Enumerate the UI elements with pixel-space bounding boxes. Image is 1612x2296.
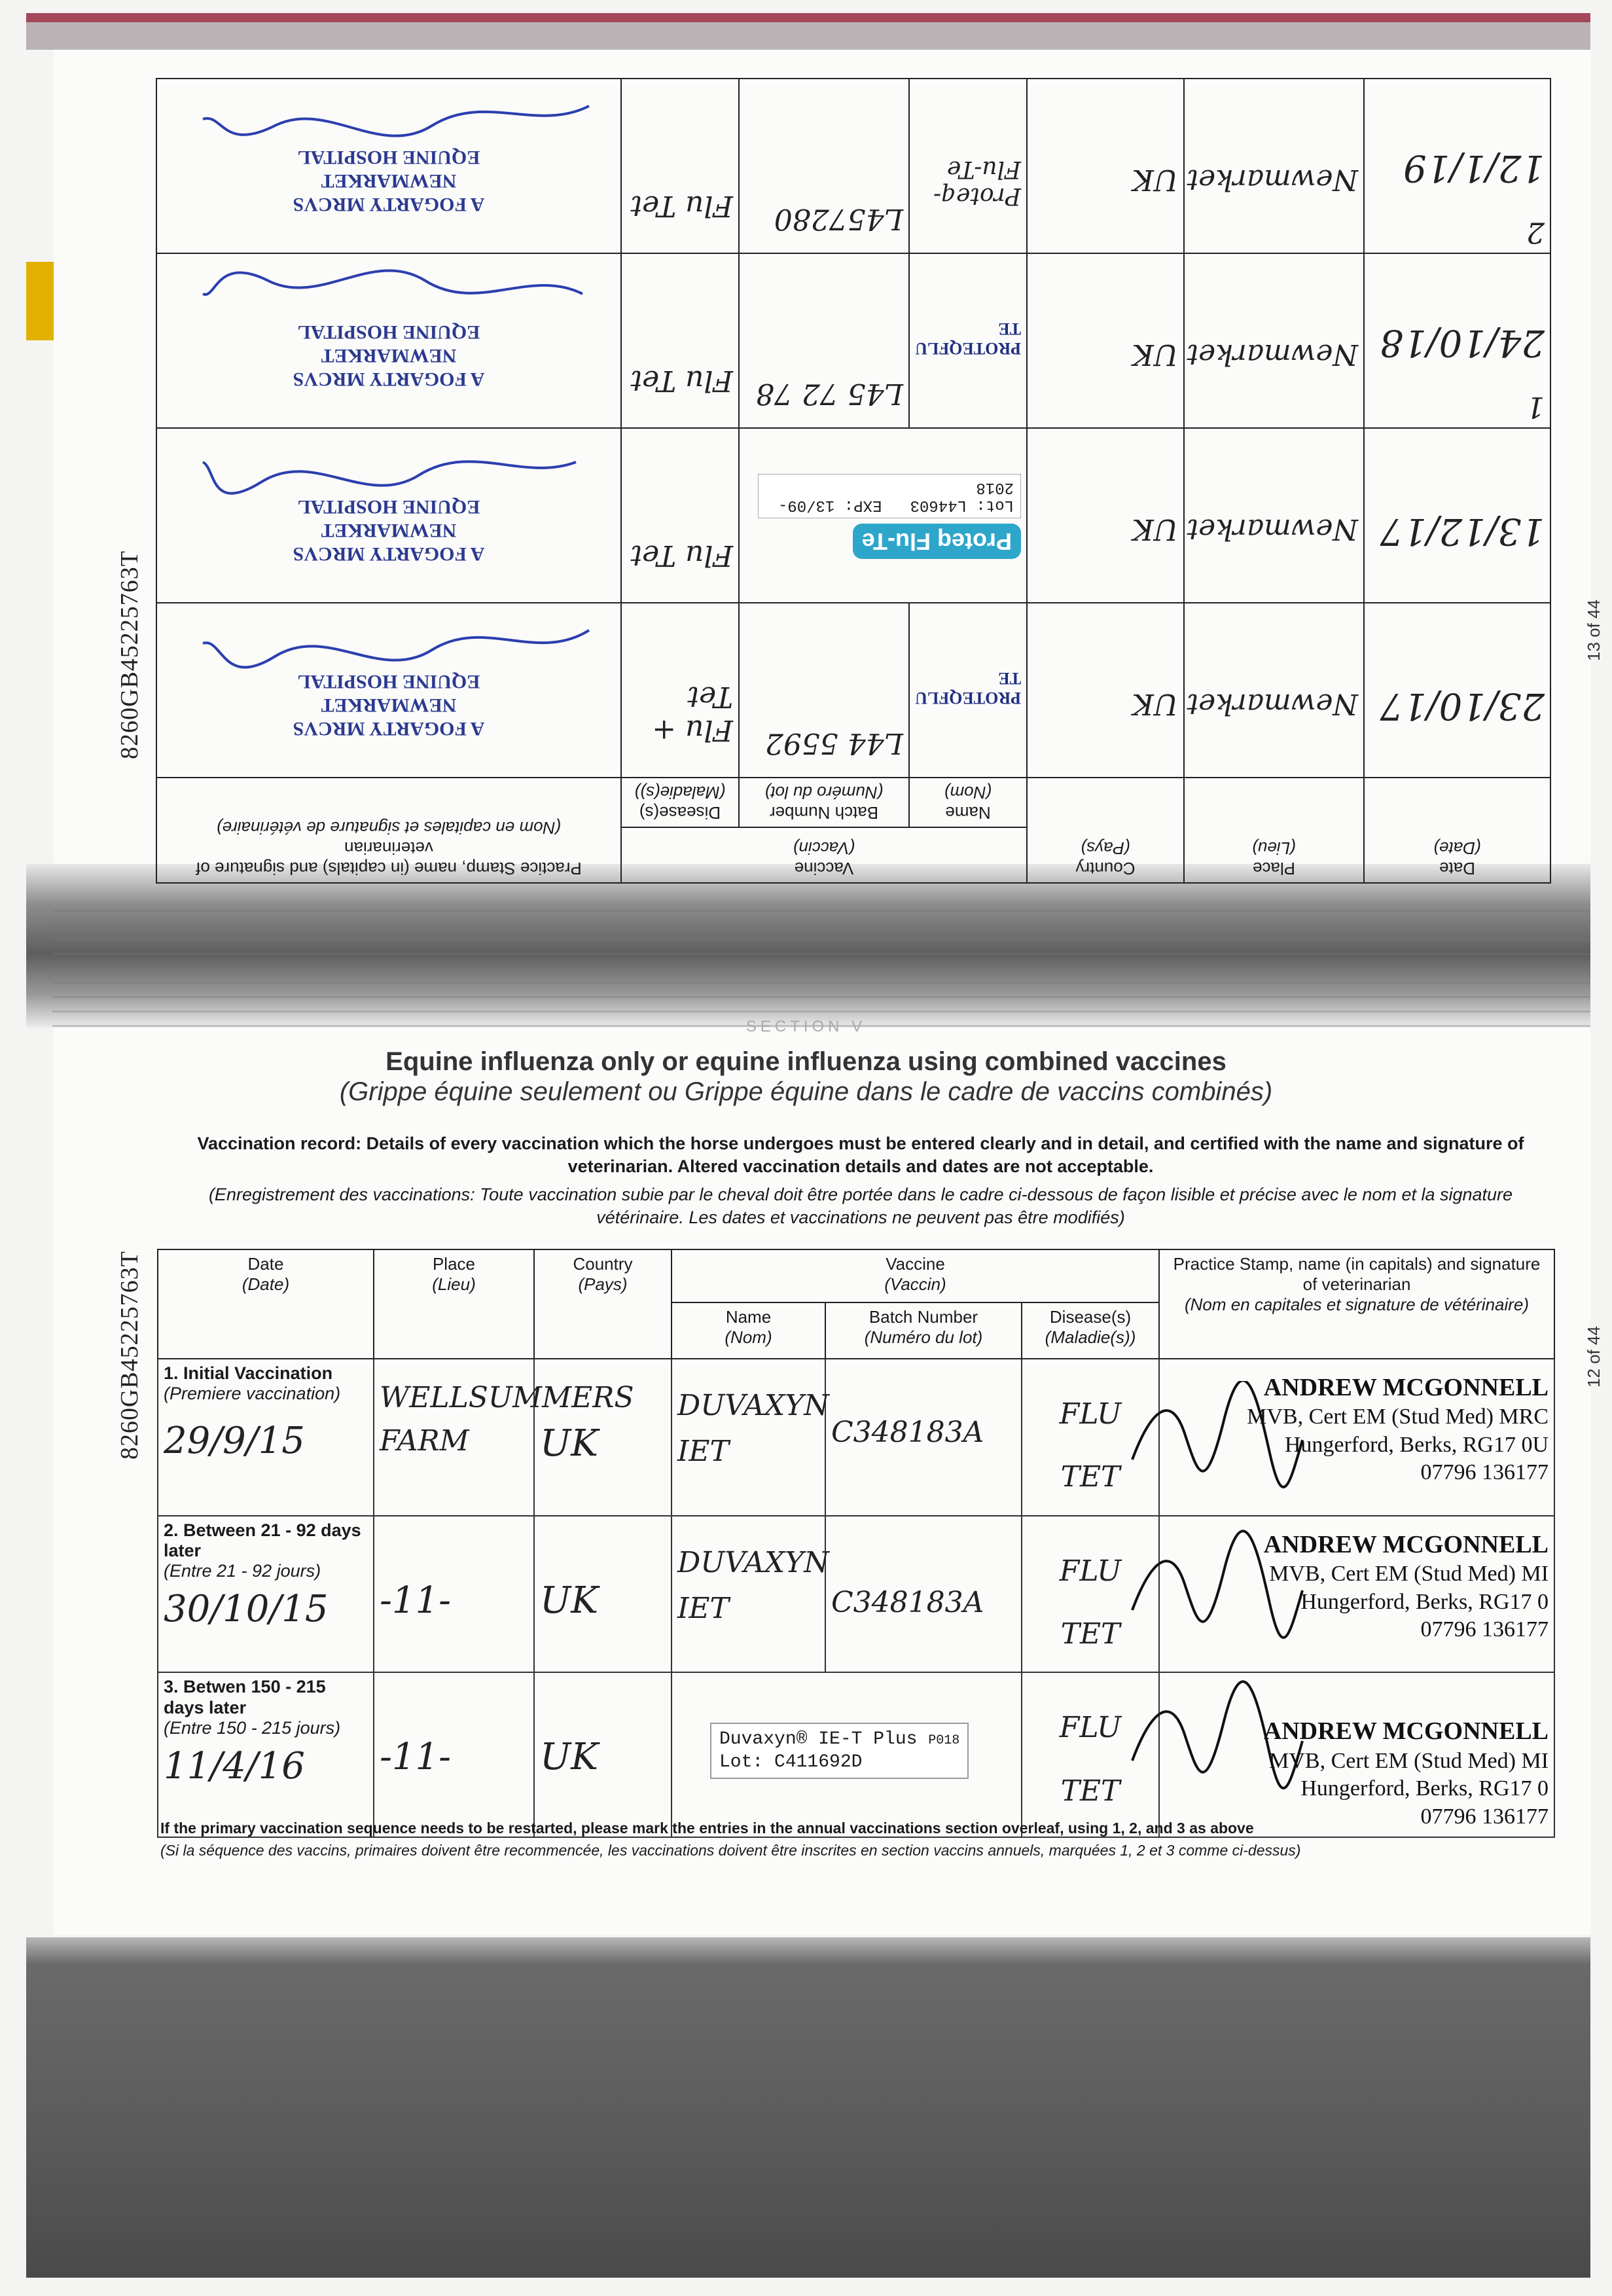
bleed-through-text <box>52 910 1590 1028</box>
date-cell: 2. Between 21 - 92 days later (Entre 21 - 92 jours) 30/10/15 <box>158 1516 374 1673</box>
diseases-cell: FLU TET <box>1022 1672 1159 1837</box>
country-cell: UK <box>1027 428 1184 603</box>
restart-footnote-fr: (Si la séquence des vaccins, primaires doivent être recommencée, les vaccinations doivent être inscrites en section vaccins annuels, marquées 1, 2 et 3 comme ci-dessus) <box>160 1842 1301 1859</box>
header-country: Country (Pays) <box>534 1249 672 1359</box>
diseases-cell: FLU TET <box>1022 1516 1159 1673</box>
primary-vaccination-table <box>157 1249 1554 1838</box>
place-cell: Newmarket <box>1184 428 1364 603</box>
table-row <box>156 428 1550 603</box>
vaccine-name-cell: Proteq-Flu-Te <box>909 79 1027 253</box>
stamp-cell: ANDREW MCGONNELL MVB, Cert EM (Stud Med) MRC Hungerford, Berks, RG17 0U 07796 136177 <box>1159 1359 1554 1516</box>
vaccine-sticker-cell <box>739 428 1027 603</box>
table-row <box>158 1516 1554 1673</box>
country-cell: UK <box>1027 253 1184 428</box>
header-name: Name (Nom) <box>672 1302 825 1359</box>
table-row <box>158 1672 1554 1837</box>
section-label: SECTION V <box>745 1018 867 1035</box>
row-index-mark: 2 <box>1526 215 1545 249</box>
lower-page-number: 12 of 44 <box>1584 1326 1603 1388</box>
vaccine-name-cell: PROTEQFLU TE <box>909 603 1027 778</box>
signature-2 <box>1132 1531 1302 1638</box>
place-cell: Newmarket <box>1184 603 1364 778</box>
date-cell: 1 24/10/18 <box>1364 253 1550 428</box>
vaccination-record-instructions: Vaccination record: Details of every vaccination which the horse undergoes must be entered clearly and in detail, and certified with the name and signature of veterinarian. Altered vaccination details and dates are not acceptable. <box>197 1134 1524 1177</box>
batch-cell: C348183A <box>825 1516 1022 1673</box>
place-cell: WELLSUMMERS FARM <box>374 1359 534 1516</box>
header-batch: Batch Number (Numéro du lot) <box>739 778 909 827</box>
vet-signature <box>196 261 615 320</box>
header-batch: Batch Number (Numéro du lot) <box>825 1302 1022 1359</box>
header-stamp: Practice Stamp, name (in capitals) and signature of veterinarian (Nom en capitales et signature de vétérinaire) <box>1159 1249 1554 1359</box>
header-place: Place (Lieu) <box>374 1249 534 1359</box>
section-subtitle: (Grippe équine seulement ou Grippe équine dans le cadre de vaccins combinés) <box>339 1077 1273 1106</box>
table-row <box>158 1359 1554 1516</box>
header-name: Name (Nom) <box>909 778 1027 827</box>
lower-signatures <box>1113 1381 1309 1826</box>
upper-side-id: 8260GB45225763T <box>116 550 143 759</box>
place-cell: Newmarket <box>1184 79 1364 253</box>
diseases-cell: Flu Tet <box>621 79 739 253</box>
vaccine-batch-sticker: Duvaxyn® IE-T Plus P018 Lot: C411692D <box>710 1723 969 1779</box>
table-row <box>156 79 1550 253</box>
diseases-cell: Flu Tet <box>621 428 739 603</box>
header-date: Date (Date) <box>158 1249 374 1359</box>
signature-1 <box>1132 1381 1302 1487</box>
table-row <box>156 253 1550 428</box>
stamp-cell: A FOGARTY MRCVS NEWMARKET EQUINE HOSPITAL <box>156 79 621 253</box>
lower-side-id: 8260GB45225763T <box>116 1251 143 1460</box>
country-cell: UK <box>534 1516 672 1673</box>
batch-cell: L45 72 78 <box>739 253 909 428</box>
stamp-cell: ANDREW MCGONNELL MVB, Cert EM (Stud Med) MI Hungerford, Berks, RG17 0 07796 136177 <box>1159 1672 1554 1837</box>
country-cell: UK <box>1027 79 1184 253</box>
proteq-sticker-label: Proteq Flu-Te <box>853 524 1021 559</box>
date-cell: 3. Betwen 150 - 215 days later (Entre 150 - 215 jours) 11/4/16 <box>158 1672 374 1837</box>
stamp-cell: A FOGARTY MRCVS NEWMARKET EQUINE HOSPITAL <box>156 253 621 428</box>
country-cell: UK <box>1027 603 1184 778</box>
date-cell: 2 12/1/19 <box>1364 79 1550 253</box>
yellow-tab-marker <box>26 262 54 340</box>
place-cell: -11- <box>374 1672 534 1837</box>
annual-vaccination-table <box>157 131 1551 884</box>
scan-top-edge <box>26 13 1590 22</box>
batch-cell: L457280 <box>739 79 909 253</box>
header-vaccine: Vaccine (Vaccin) <box>672 1249 1159 1302</box>
vaccine-name-cell: DUVAXYN IET <box>672 1516 825 1673</box>
vaccine-name-cell: DUVAXYN IET <box>672 1359 825 1516</box>
header-stamp: Practice Stamp, name (in capitals) and signature of veterinarian (Nom en capitales et signature de vétérinaire) <box>156 778 621 883</box>
upper-page-number: 13 of 44 <box>1584 600 1603 661</box>
diseases-cell: Flu Tet <box>621 253 739 428</box>
header-diseases: Disease(s) (Maladie(s)) <box>1022 1302 1159 1359</box>
vet-signature <box>196 436 615 495</box>
place-cell: -11- <box>374 1516 534 1673</box>
header-diseases: Disease(s) (Maladie(s)) <box>621 778 739 827</box>
diseases-cell: Flu + Tet <box>621 603 739 778</box>
scan-bottom-shadow <box>26 1937 1590 2278</box>
vaccine-name-cell: PROTEQFLU TE <box>909 253 1027 428</box>
country-cell: UK <box>534 1672 672 1837</box>
stamp-cell: A FOGARTY MRCVS NEWMARKET EQUINE HOSPITAL <box>156 428 621 603</box>
country-cell: UK <box>534 1359 672 1516</box>
row-index-mark: 1 <box>1526 389 1545 423</box>
header-date: Date (Date) <box>1364 778 1550 883</box>
date-cell: 23/10/17 <box>1364 603 1550 778</box>
header-place: Place (Lieu) <box>1184 778 1364 883</box>
header-vaccine: Vaccine (Vaccin) <box>621 827 1027 883</box>
diseases-cell: FLU TET <box>1022 1359 1159 1516</box>
vaccine-sticker-cell <box>672 1672 1022 1837</box>
stamp-cell: A FOGARTY MRCVS NEWMARKET EQUINE HOSPITAL <box>156 603 621 778</box>
vaccination-record-instructions-fr: (Enregistrement des vaccinations: Toute vaccination subie par le cheval doit être portée dans le cadre ci-dessous de façon lisible et précise avec le nom et la signature vétérinaire. Les dates et vaccinations ne peuvent pas être modifiés) <box>208 1185 1513 1228</box>
date-cell: 1. Initial Vaccination (Premiere vaccination) 29/9/15 <box>158 1359 374 1516</box>
vet-signature <box>196 86 615 145</box>
vet-signature <box>196 611 615 670</box>
table-row <box>156 603 1550 778</box>
stamp-cell: ANDREW MCGONNELL MVB, Cert EM (Stud Med) MI Hungerford, Berks, RG17 0 07796 136177 <box>1159 1516 1554 1673</box>
header-country: Country (Pays) <box>1027 778 1184 883</box>
batch-cell: L44 5592 <box>739 603 909 778</box>
place-cell: Newmarket <box>1184 253 1364 428</box>
section-title: Equine influenza only or equine influenza using combined vaccines <box>385 1047 1227 1076</box>
restart-footnote: If the primary vaccination sequence needs to be restarted, please mark the entries in the annual vaccinations section overleaf, using 1, 2, and 3 as above <box>160 1820 1254 1837</box>
signature-3 <box>1132 1681 1302 1788</box>
date-cell: 13/12/17 <box>1364 428 1550 603</box>
batch-cell: C348183A <box>825 1359 1022 1516</box>
lot-sticker: Lot: L44603 EXP: 13/09-2018 <box>758 474 1021 518</box>
